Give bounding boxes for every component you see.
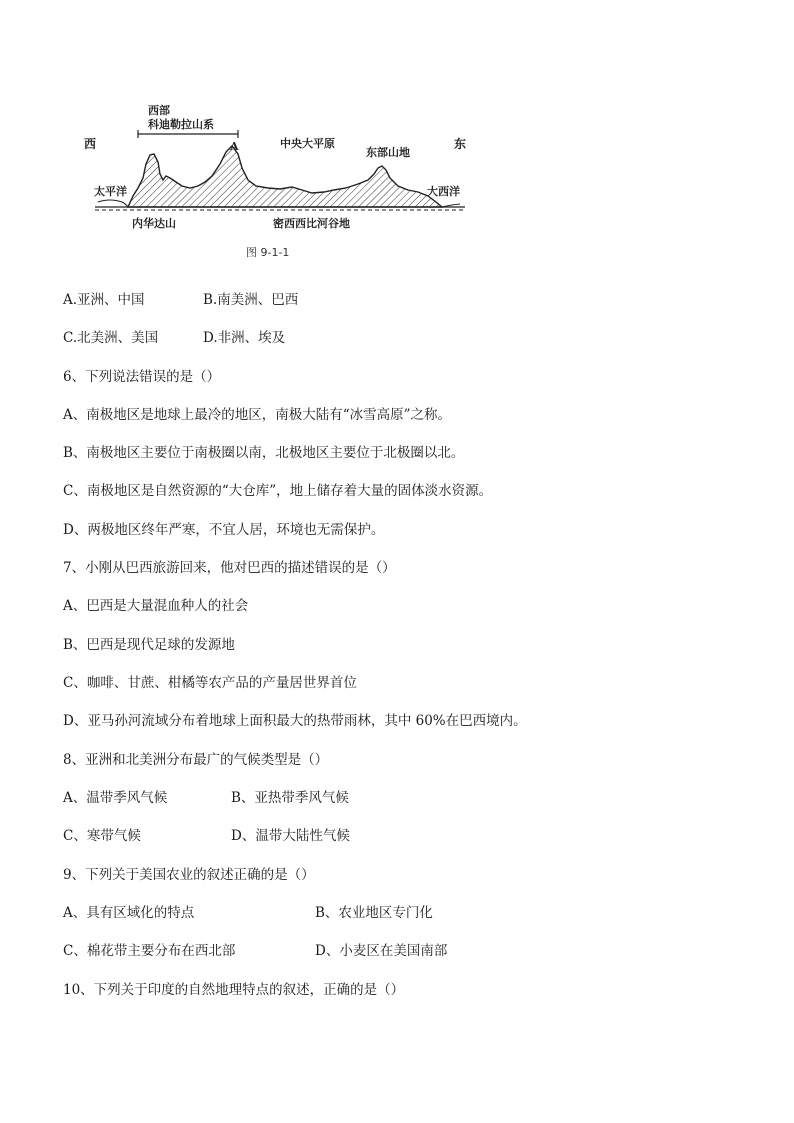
q6-stem: 6、下列说法错误的是（） — [63, 369, 221, 385]
terrain-profile-diagram — [70, 92, 490, 267]
q8-option-c[interactable]: C、寒带气候 — [63, 828, 141, 844]
q5-options-row-2 — [63, 329, 285, 347]
q8-options-row-1 — [63, 789, 349, 807]
q5-option-b[interactable]: B.南美洲、巴西 — [203, 292, 299, 308]
label-cordillera-top: 西部 — [148, 104, 170, 117]
q8-options-row-2 — [63, 827, 350, 845]
q9-option-d[interactable]: D、小麦区在美国南部 — [315, 943, 448, 959]
q5-option-d[interactable]: D.非洲、埃及 — [203, 330, 286, 346]
q9-option-c[interactable]: C、棉花带主要分布在西北部 — [63, 943, 236, 959]
label-atlantic: 大西洋 — [427, 185, 460, 198]
label-east: 东 — [454, 137, 467, 151]
q8-option-a[interactable]: A、温带季风气候 — [63, 790, 168, 806]
q6-option-c[interactable]: C、南极地区是自然资源的“大仓库”，地上储存着大量的固体淡水资源。 — [63, 483, 493, 499]
label-west: 西 — [84, 137, 97, 151]
label-eastern-mountains: 东部山地 — [366, 146, 410, 159]
q9-option-a[interactable]: A、具有区域化的特点 — [63, 905, 195, 921]
q10-stem: 10、下列关于印度的自然地理特点的叙述，正确的是（） — [63, 982, 405, 998]
q7-option-d[interactable]: D、亚马孙河流域分布着地球上面积最大的热带雨林，其中 60%在巴西境内。 — [63, 713, 527, 729]
q7-option-a[interactable]: A、巴西是大量混血种人的社会 — [63, 598, 249, 614]
terrain-profile-figure — [70, 92, 490, 267]
q6-option-d[interactable]: D、两极地区终年严寒，不宜人居，环境也无需保护。 — [63, 522, 385, 538]
pacific-coast — [98, 200, 128, 207]
label-pacific: 太平洋 — [94, 185, 127, 198]
q9-options-row-2 — [63, 942, 447, 960]
q8-stem: 8、亚洲和北美洲分布最广的气候类型是（） — [63, 752, 329, 768]
q7-option-c[interactable]: C、咖啡、甘蔗、柑橘等农产品的产量居世界首位 — [63, 675, 357, 691]
label-peak-a: A — [230, 140, 239, 153]
label-mississippi: 密西西比河谷地 — [273, 217, 350, 230]
q8-option-b[interactable]: B、亚热带季风气候 — [231, 790, 349, 806]
label-central-plain: 中央大平原 — [280, 137, 335, 150]
q5-options-row-1 — [63, 291, 298, 309]
q9-option-b[interactable]: B、农业地区专门化 — [315, 905, 433, 921]
q8-option-d[interactable]: D、温带大陆性气候 — [231, 828, 350, 844]
figure-caption: 图 9-1-1 — [246, 246, 290, 259]
q6-option-b[interactable]: B、南极地区主要位于南极圈以南，北极地区主要位于北极圈以北。 — [63, 445, 465, 461]
q5-option-c[interactable]: C.北美洲、美国 — [63, 330, 159, 346]
q9-options-row-1 — [63, 904, 433, 922]
q9-stem: 9、下列关于美国农业的叙述正确的是（） — [63, 867, 315, 883]
q5-option-a[interactable]: A.亚洲、中国 — [63, 292, 145, 308]
q7-stem: 7、小刚从巴西旅游回来，他对巴西的描述错误的是（） — [63, 560, 396, 576]
label-cordillera-bottom: 科迪勒拉山系 — [148, 118, 214, 131]
q7-option-b[interactable]: B、巴西是现代足球的发源地 — [63, 637, 235, 653]
q6-option-a[interactable]: A、南极地区是地球上最冷的地区，南极大陆有“冰雪高原”之称。 — [63, 407, 452, 423]
label-nevada: 内华达山 — [132, 217, 176, 230]
